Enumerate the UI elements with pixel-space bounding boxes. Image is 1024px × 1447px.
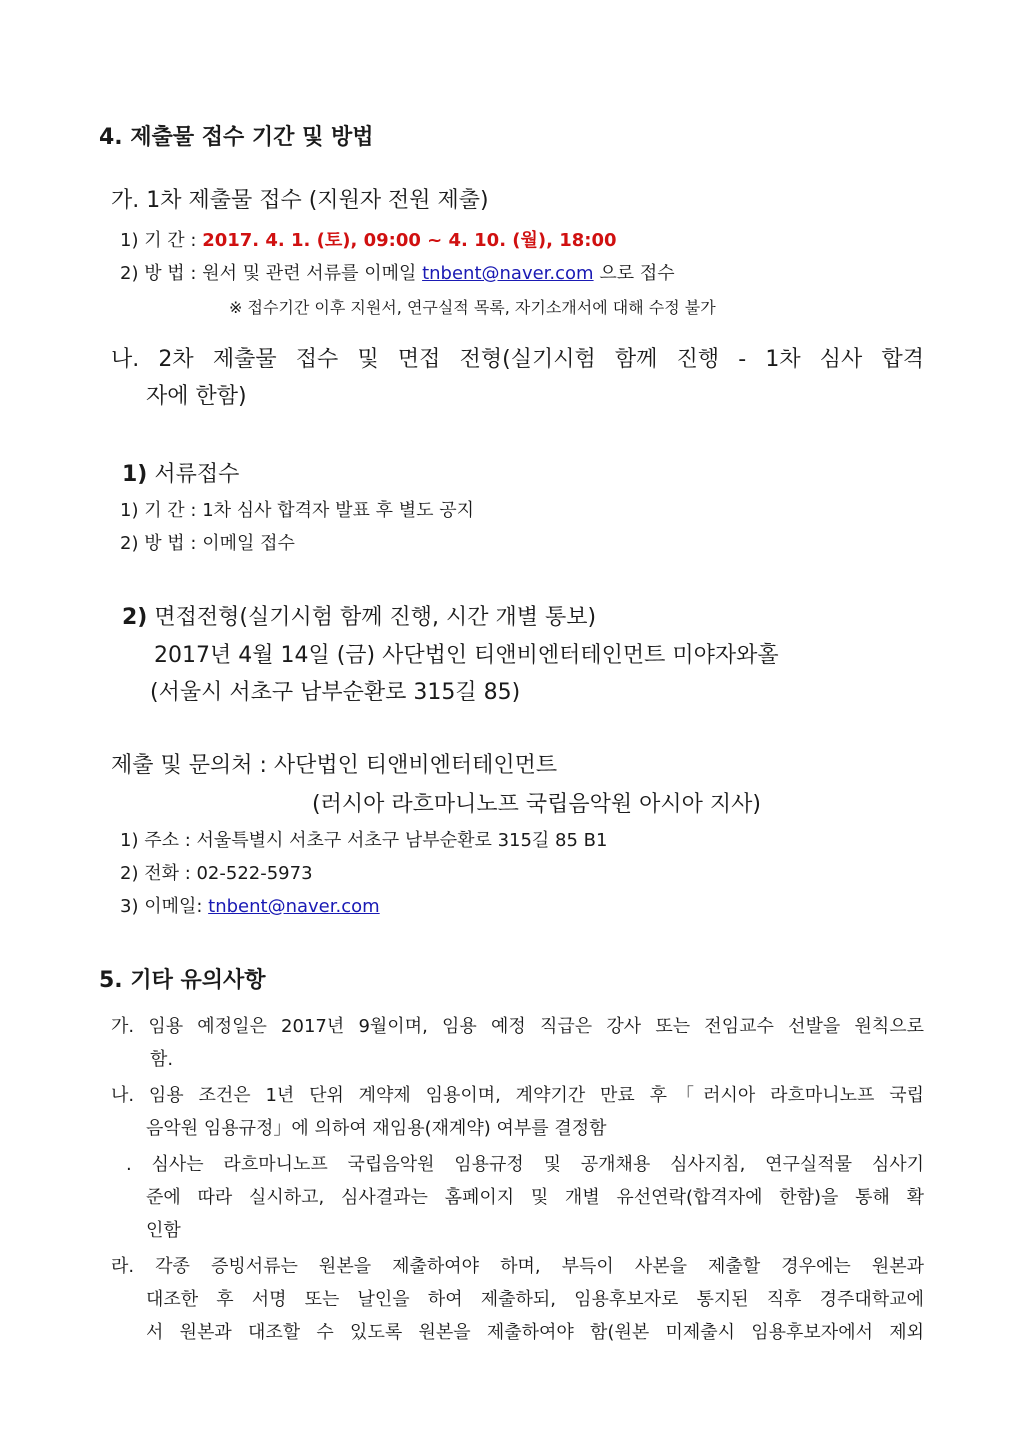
- subsection-na-heading-line1: 나. 2차 제출물 접수 및 면접 전형(실기시험 함께 진행 - 1차 심사 합격: [111, 347, 924, 372]
- method-label: 2) 방 법 : 원서 및 관련 서류를 이메일: [120, 263, 423, 284]
- contact-phone: 2) 전화 : 02-522-5973: [120, 863, 313, 884]
- note-na-line1: 나. 임용 조건은 1년 단위 계약제 임용이며, 계약기간 만료 후「러시아 라흐마니노프 국립: [111, 1085, 924, 1106]
- interview-number: 2): [122, 605, 148, 630]
- note-ga-line2: 함.: [150, 1049, 174, 1070]
- interview-date-place: 2017년 4월 14일 (금) 사단법인 티앤비엔터테인먼트 미야자와홀: [154, 643, 779, 668]
- contact-email-link[interactable]: tnbent@naver.com: [208, 896, 380, 917]
- contact-email-label: 3) 이메일:: [120, 896, 209, 917]
- note-da-line3: 인함: [146, 1220, 181, 1241]
- interview-title: 면접전형(실기시험 함께 진행, 시간 개별 통보): [147, 605, 597, 630]
- subsection-na-heading-line2: 자에 한함): [146, 384, 247, 409]
- period-value: 2017. 4. 1. (토), 09:00 ~ 4. 10. (월), 18:00: [202, 230, 617, 251]
- method-line: [120, 259, 675, 285]
- note-ra-line1: 라. 각종 증빙서류는 원본을 제출하여야 하며, 부득이 사본을 제출할 경우에는 원본과: [111, 1256, 924, 1277]
- note-ra-line2: 대조한 후 서명 또는 날인을 하여 제출하되, 임용후보자로 통지된 직후 경주대학교에: [146, 1289, 924, 1310]
- note-na-line2: 음악원 임용규정」에 의하여 재임용(재계약) 여부를 결정함: [146, 1118, 607, 1139]
- section-5-title: 5. 기타 유의사항: [99, 968, 266, 993]
- docs-heading: [122, 457, 239, 488]
- period-label: 1) 기 간 :: [120, 230, 203, 251]
- contact-address: 1) 주소 : 서울특별시 서초구 서초구 남부순환로 315길 85 B1: [120, 830, 608, 851]
- note-ra-line3: 서 원본과 대조할 수 있도록 원본을 제출하여야 함(원본 미제출시 임용후보자에서 제외: [146, 1322, 924, 1343]
- contact-heading: 제출 및 문의처 : 사단법인 티앤비엔터테인먼트: [111, 753, 558, 778]
- submission-note: ※ 접수기간 이후 지원서, 연구실적 목록, 자기소개서에 대해 수정 불가: [229, 298, 716, 317]
- section-4-title: 4. 제출물 접수 기간 및 방법: [99, 125, 374, 150]
- contact-subheading: (러시아 라흐마니노프 국립음악원 아시아 지사): [312, 792, 761, 817]
- docs-method: 2) 방 법 : 이메일 접수: [120, 533, 295, 554]
- contact-email-line: [120, 892, 380, 918]
- docs-number: 1): [122, 462, 148, 487]
- note-da-line1: . 심사는 라흐마니노프 국립음악원 임용규정 및 공개채용 심사지침, 연구실적물 심사기: [126, 1154, 924, 1175]
- interview-heading: [122, 600, 596, 631]
- note-da-line2: 준에 따라 실시하고, 심사결과는 홈페이지 및 개별 유선연락(합격자에 한함)을 통해 확: [146, 1187, 924, 1208]
- docs-period: 1) 기 간 : 1차 심사 합격자 발표 후 별도 공지: [120, 500, 475, 521]
- interview-address: (서울시 서초구 남부순환로 315길 85): [150, 680, 521, 705]
- subsection-ga-heading: 가. 1차 제출물 접수 (지원자 전원 제출): [111, 188, 489, 213]
- email-link[interactable]: tnbent@naver.com: [422, 263, 594, 284]
- docs-title: 서류접수: [147, 462, 240, 487]
- note-ga-line1: 가. 임용 예정일은 2017년 9월이며, 임용 예정 직급은 강사 또는 전임교수 선발을 원칙으로: [111, 1016, 924, 1037]
- method-suffix: 으로 접수: [593, 263, 675, 284]
- period-line: [120, 226, 617, 252]
